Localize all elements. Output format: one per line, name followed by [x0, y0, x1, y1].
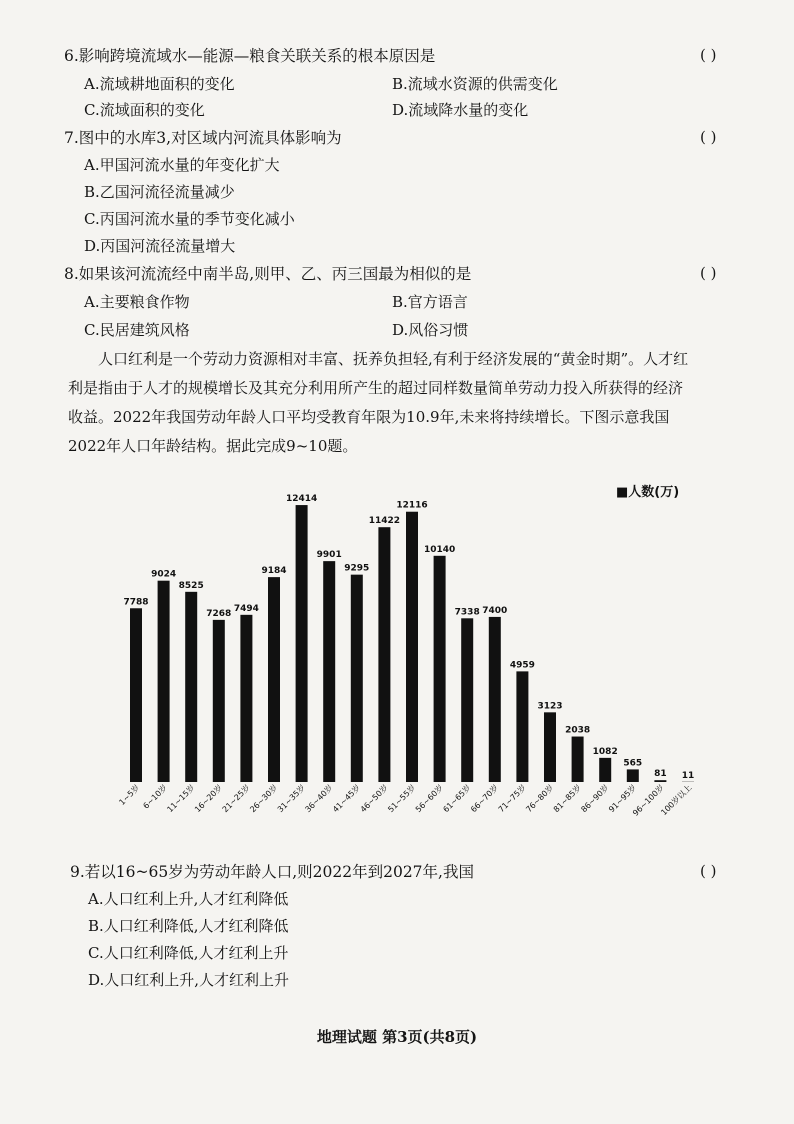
bar-15 [516, 671, 528, 782]
category-label: 76~80岁 [524, 783, 556, 815]
bar-value-label: 7338 [454, 607, 480, 618]
bar-value-label: 8525 [178, 580, 204, 591]
bar-11 [406, 512, 418, 782]
bar-value-label: 9901 [316, 550, 342, 561]
q7-option-d: D.丙国河流径流量增大 [84, 237, 236, 255]
category-label: 31~35岁 [275, 783, 308, 815]
category-label: 46~50岁 [358, 783, 390, 815]
bar-6 [268, 577, 280, 782]
bar-value-label: 10140 [423, 544, 456, 555]
q7-option-c: C.丙国河流水量的季节变化减小 [84, 210, 295, 228]
bar-value-label: 3123 [537, 701, 563, 712]
q8-answer-paren: ( ) [700, 264, 717, 282]
category-label: 100岁以上 [659, 783, 694, 818]
q6-stem: 6.影响跨境流域水—能源—粮食关联关系的根本原因是 [64, 47, 436, 65]
q6-answer-paren: ( ) [700, 46, 717, 64]
q7-stem: 7.图中的水库3,对区域内河流具体影响为 [64, 129, 342, 147]
q7-option-b: B.乙国河流径流量减少 [84, 183, 235, 201]
category-label: 96~100岁 [631, 783, 666, 818]
bar-value-label: 7400 [482, 605, 508, 616]
bar-16 [544, 712, 556, 782]
passage-line-3: 收益。2022年我国劳动年龄人口平均受教育年限为10.9年,未来将持续增长。下图示意我国 [68, 408, 670, 426]
category-label: 81~85岁 [551, 783, 584, 815]
q9-option-c: C.人口红利降低,人才红利上升 [88, 944, 289, 962]
q6-option-c: C.流域面积的变化 [84, 101, 205, 119]
bar-8 [323, 561, 335, 782]
bar-value-label: 9295 [344, 563, 370, 574]
category-label: 56~60岁 [413, 783, 446, 815]
bar-value-label: 4959 [509, 660, 535, 671]
bar-value-label: 565 [623, 758, 643, 769]
bar-13 [461, 618, 473, 782]
q7-answer-paren: ( ) [700, 128, 717, 146]
bar-value-label: 7268 [206, 608, 232, 619]
bar-9 [351, 575, 363, 782]
q8-option-d: D.风俗习惯 [392, 321, 469, 339]
bar-value-label: 12116 [396, 500, 428, 511]
bar-value-label: 11 [681, 770, 695, 781]
q6-option-b: B.流域水资源的供需变化 [392, 75, 558, 93]
chart-legend: ■人数(万) [616, 485, 680, 500]
q8-option-c: C.民居建筑风格 [84, 321, 190, 339]
bar-value-label: 1082 [592, 746, 618, 757]
q8-option-b: B.官方语言 [392, 293, 468, 311]
q7-option-a: A.甲国河流水量的年变化扩大 [84, 156, 280, 174]
bar-value-label: 9024 [151, 569, 177, 580]
bar-4 [213, 620, 225, 782]
bar-20 [654, 780, 666, 782]
q6-option-d: D.流域降水量的变化 [392, 101, 529, 119]
population-age-chart [96, 478, 718, 848]
category-label: 91~95岁 [607, 783, 639, 815]
category-label: 71~75岁 [496, 783, 528, 815]
page-footer: 地理试题 第3页(共8页) [316, 1028, 478, 1046]
bar-2 [158, 581, 170, 782]
q8-stem: 8.如果该河流流经中南半岛,则甲、乙、丙三国最为相似的是 [64, 265, 472, 283]
bar-3 [185, 592, 197, 782]
passage-line-2: 利是指由于人才的规模增长及其充分利用所产生的超过同样数量简单劳动力投入所获得的经济 [68, 379, 684, 397]
bar-value-label: 7788 [123, 597, 149, 608]
bar-17 [572, 737, 584, 782]
passage-line-4: 2022年人口年龄结构。据此完成9~10题。 [68, 437, 358, 455]
q6-option-a: A.流域耕地面积的变化 [84, 75, 235, 93]
bar-7 [296, 505, 308, 782]
category-label: 61~65岁 [441, 783, 473, 815]
bar-14 [489, 617, 501, 782]
q8-option-a: A.主要粮食作物 [84, 293, 190, 311]
q9-option-d: D.人口红利上升,人才红利上升 [88, 971, 290, 989]
category-label: 6~10岁 [141, 783, 170, 811]
category-label: 51~55岁 [386, 783, 418, 815]
category-label: 36~40岁 [303, 783, 335, 815]
bar-value-label: 12414 [285, 494, 318, 505]
category-label: 1~5岁 [117, 783, 142, 808]
q9-option-b: B.人口红利降低,人才红利降低 [88, 917, 289, 935]
bar-10 [378, 527, 390, 782]
q9-answer-paren: ( ) [700, 862, 717, 880]
q9-stem: 9.若以16~65岁为劳动年龄人口,则2022年到2027年,我国 [70, 863, 474, 881]
category-label: 66~70岁 [469, 783, 501, 815]
bar-value-label: 2038 [565, 725, 591, 736]
category-label: 21~25岁 [220, 783, 252, 815]
category-label: 16~20岁 [193, 783, 225, 815]
bar-5 [240, 615, 252, 782]
bar-19 [627, 769, 639, 782]
q9-option-a: A.人口红利上升,人才红利降低 [88, 890, 289, 908]
category-label: 26~30岁 [248, 783, 280, 815]
category-label: 11~15岁 [165, 783, 197, 815]
bar-value-label: 11422 [368, 516, 401, 527]
category-label: 86~90岁 [579, 783, 611, 815]
bar-12 [434, 556, 446, 782]
category-label: 41~45岁 [331, 783, 363, 815]
bar-18 [599, 758, 611, 782]
bar-value-label: 9184 [261, 566, 287, 577]
bar-value-label: 7494 [233, 603, 259, 614]
bar-1 [130, 608, 142, 782]
bar-value-label: 81 [654, 769, 667, 780]
passage-line-1: 人口红利是一个劳动力资源相对丰富、抚养负担轻,有利于经济发展的“黄金时期”。人才红 [98, 350, 689, 368]
